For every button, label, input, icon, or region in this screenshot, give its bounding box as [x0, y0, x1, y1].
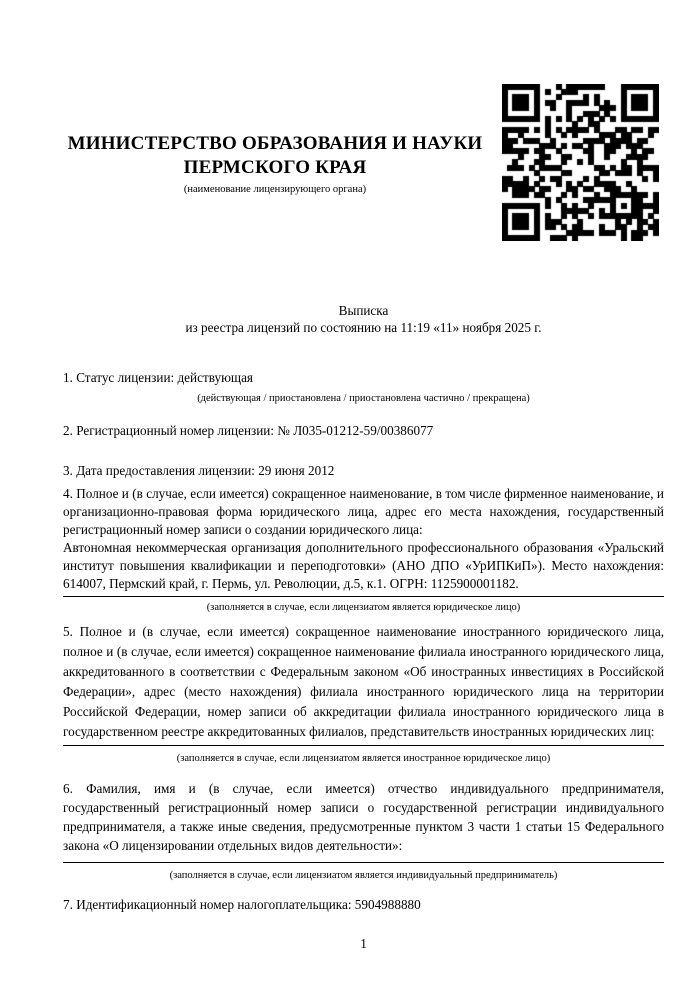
ministry-name-line2: ПЕРМСКОГО КРАЯ — [183, 156, 367, 178]
license-status-item: 1. Статус лицензии: действующая — [63, 370, 254, 385]
ministry-name-line1: МИНИСТЕРСТВО ОБРАЗОВАНИЯ И НАУКИ — [67, 133, 483, 154]
foreign-entity-fill-caption: (заполняется в случае, если лицензиатом является иностранное юридическое лицо) — [176, 753, 551, 764]
fill-in-rule — [63, 596, 664, 597]
legal-entity-fill-caption: (заполняется в случае, если лицензиатом является юридическое лицо) — [206, 602, 521, 613]
legal-entity-question: 4. Полное и (в случае, если имеется) сокращенное наименование, в том числе фирменное наименование, и организационно-правовая форма юридического лица, адрес его места нахождения, государственный регистрационный номер записи о создании юридического лица: — [63, 486, 664, 537]
legal-entity-name-value: Автономная некоммерческая организация дополнительного профессионального образования «Уральский институт повышения квалификации и переподготовки» (АНО ДПО «УрИПКиП»). Место нахождения: 614007, Пермский край, г. Пермь, ул. Революции, д.5, к.1. ОГРН: 1125900001182. — [63, 540, 664, 591]
foreign-entity-section — [63, 622, 664, 767]
foreign-entity-question: 5. Полное и (в случае, если имеется) сокращенное наименование иностранного юридического лица, полное и (в случае, если имеется) сокращенное наименование филиала иностранного юридического лица, аккредитованного в соответствии с Федеральным законом «Об иностранных инвестициях в Российской Федерации», адрес (место нахождения) филиала иностранного юридического лица на территории Российской Федерации, номер записи об аккредитации филиала иностранного юридического лица в государственном реестре аккредитованных филиалов, представительств иностранных юридических лиц: — [63, 624, 664, 739]
extract-title-block — [63, 302, 664, 336]
licensing-authority-caption: (наименование лицензирующего органа) — [183, 184, 367, 195]
entrepreneur-section — [63, 779, 664, 884]
license-grant-date-item: 3. Дата предоставления лицензии: 29 июня 2012 — [63, 463, 335, 478]
page-number: 1 — [360, 936, 367, 951]
entrepreneur-question: 6. Фамилия, имя и (в случае, если имеется) отчество индивидуального предпринимателя, государственный регистрационный номер записи о государственной регистрации индивидуального предпринимателя, а также иные сведения, предусмотренные пунктом 3 части 1 статьи 15 Федерального закона «О лицензировании отдельных видов деятельности»: — [63, 781, 664, 853]
taxpayer-id-item: 7. Идентификационный номер налогоплательщика: 5904988880 — [63, 897, 421, 912]
status-options-caption: (действующая / приостановлена / приостановлена частично / прекращена) — [197, 393, 530, 404]
fill-in-rule — [63, 862, 664, 863]
entrepreneur-fill-caption: (заполняется в случае, если лицензиатом является индивидуальный предприниматель) — [169, 870, 558, 881]
document-header — [63, 132, 487, 195]
extract-subtitle: из реестра лицензий по состоянию на 11:19 «11» ноября 2025 г. — [185, 320, 542, 335]
qr-code-icon — [502, 84, 659, 241]
license-number-item: 2. Регистрационный номер лицензии: № Л035-01212-59/00386077 — [63, 423, 434, 438]
fill-in-rule — [63, 745, 664, 746]
legal-entity-section — [63, 485, 664, 616]
extract-title: Выписка — [338, 303, 389, 318]
